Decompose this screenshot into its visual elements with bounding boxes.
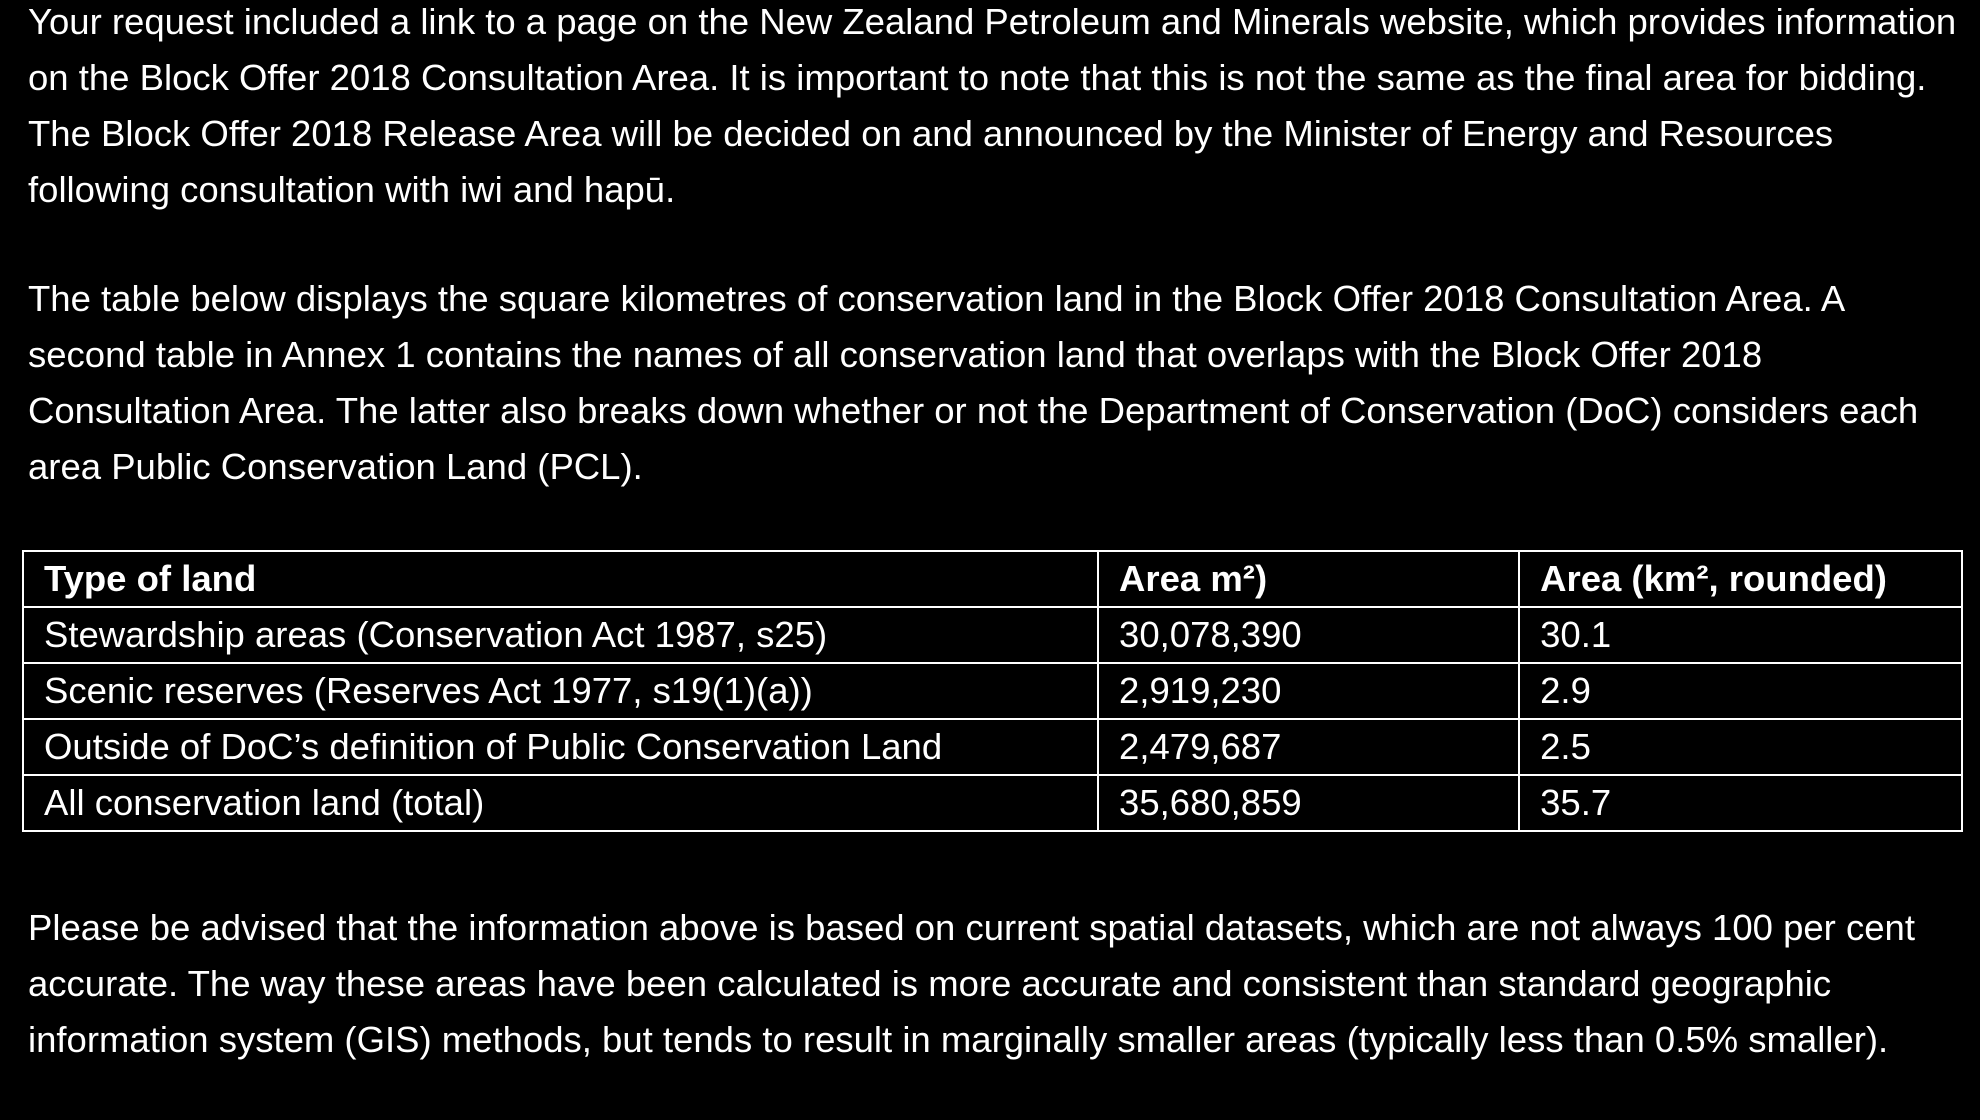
header-area-m2: Area m²) — [1098, 551, 1519, 607]
cell-area-km2: 35.7 — [1519, 775, 1962, 831]
table-intro-paragraph: The table below displays the square kilometres of conservation land in the Block Offer 2018 Consultation Area. A second table in Annex 1 contains the names of all conservation land that overlaps with the Block Offer 2018 Consultation Area. The latter also breaks down whether or not the Department of Conservation (DoC) considers each area Public Conservation Land (PCL). — [28, 278, 1919, 487]
header-type-of-land: Type of land — [23, 551, 1098, 607]
table-row — [23, 719, 1962, 775]
cell-type-of-land: All conservation land (total) — [23, 775, 1098, 831]
cell-area-m2: 35,680,859 — [1098, 775, 1519, 831]
cell-type-of-land: Scenic reserves (Reserves Act 1977, s19(1)(a)) — [23, 663, 1098, 719]
table-row-total — [23, 775, 1962, 831]
cell-area-km2: 30.1 — [1519, 607, 1962, 663]
table-row — [23, 663, 1962, 719]
cell-type-of-land: Stewardship areas (Conservation Act 1987, s25) — [23, 607, 1098, 663]
cell-area-km2: 2.9 — [1519, 663, 1962, 719]
cell-type-of-land: Outside of DoC’s definition of Public Conservation Land — [23, 719, 1098, 775]
table-header-row — [23, 551, 1962, 607]
conservation-land-table-container — [22, 550, 1963, 832]
table-row — [23, 607, 1962, 663]
cell-area-m2: 30,078,390 — [1098, 607, 1519, 663]
conservation-land-table — [22, 550, 1963, 832]
cell-area-km2: 2.5 — [1519, 719, 1962, 775]
header-area-km2: Area (km², rounded) — [1519, 551, 1962, 607]
advice-paragraph: Please be advised that the information above is based on current spatial datasets, which are not always 100 per cent accurate. The way these areas have been calculated is more accurate and consistent than standard geographic information system (GIS) methods, but tends to result in marginally smaller areas (typically less than 0.5% smaller). — [28, 907, 1915, 1060]
cell-area-m2: 2,919,230 — [1098, 663, 1519, 719]
cell-area-m2: 2,479,687 — [1098, 719, 1519, 775]
intro-paragraph: Your request included a link to a page on the New Zealand Petroleum and Minerals website, which provides information on the Block Offer 2018 Consultation Area. It is important to note that this is not the same as the final area for bidding. The Block Offer 2018 Release Area will be decided on and announced by the Minister of Energy and Resources following consultation with iwi and hapū. — [28, 1, 1957, 210]
